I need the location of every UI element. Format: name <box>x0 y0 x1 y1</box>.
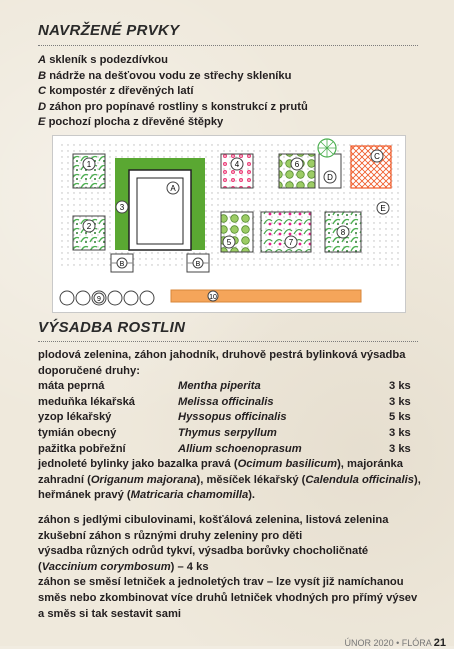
planting-text <box>38 348 421 622</box>
intro-line-1: plodová zelenina, záhon jahodník, druhově pestrá bylinková výsadba <box>38 349 406 361</box>
herb-row: yzop lékařský Hyssopus officinalis 5 ks <box>38 411 411 424</box>
page-number: 21 <box>433 637 446 649</box>
heading-rule <box>38 45 418 46</box>
svg-text:9: 9 <box>97 296 101 303</box>
legend-item-e: E pochozí plocha z dřevěné štěpky <box>38 116 224 128</box>
svg-text:5: 5 <box>226 238 232 247</box>
bed-9 <box>60 291 154 305</box>
svg-text:3: 3 <box>119 203 125 212</box>
garden-plan <box>52 135 406 313</box>
section-heading-planting: VÝSADBA ROSTLIN <box>38 319 186 336</box>
para3-line-1: záhon se směsí letniček a jednoletých trav – lze vysít již namíchanou <box>38 576 404 589</box>
svg-text:4: 4 <box>234 160 240 169</box>
garden-plan-drawing <box>53 136 405 312</box>
legend-item-d: D záhon pro popínavé rostliny s konstrukcí z prutů <box>38 100 308 113</box>
para2-line-1: záhon s jedlými cibulovinami, košťálová zelenina, listová zelenina <box>38 513 389 526</box>
herb-row: meduňka lékařská Melissa officinalis 3 ks <box>38 395 411 408</box>
svg-text:8: 8 <box>340 228 346 237</box>
para3-line-2: směs nebo zkombinovat více druhů letniček vhodných pro přímý výsev <box>38 591 418 604</box>
herb-row: máta peprná Mentha piperita 3 ks <box>38 380 411 393</box>
svg-text:B: B <box>119 261 125 268</box>
legend-item-c: C kompostér z dřevěných latí <box>38 85 194 97</box>
para3-line-3: a směs si tak sestavit sami <box>38 607 182 620</box>
intro-line-2: doporučené druhy: <box>38 364 140 377</box>
para2-line-2: zkušební záhon s různými druhy zeleniny pro děti <box>38 529 303 542</box>
issue-label: ÚNOR 2020 • FLÓRA <box>344 638 432 648</box>
svg-text:1: 1 <box>86 160 92 169</box>
legend-item-b: B nádrže na dešťovou vodu ze střechy skleníku <box>38 69 292 82</box>
svg-text:B: B <box>195 261 201 268</box>
bed-10 <box>171 290 361 302</box>
svg-text:10: 10 <box>209 294 217 301</box>
heading-rule-2 <box>38 341 418 342</box>
page-footer <box>345 637 446 649</box>
annual-line-2: zahradní (Origanum majorana), měsíček lékařský (Calendula officinalis), <box>38 473 421 486</box>
herb-row: tymián obecný Thymus serpyllum 3 ks <box>38 426 411 439</box>
herb-row: pažitka pobřežní Allium schoenoprasum 3 ks <box>38 442 411 455</box>
legend-list <box>38 53 308 131</box>
legend-item-a: A skleník s podezdívkou <box>38 54 168 66</box>
svg-text:7: 7 <box>288 238 294 247</box>
svg-text:2: 2 <box>86 222 92 231</box>
para2-line-4: (Vaccinium corymbosum) – 4 ks <box>38 560 209 573</box>
tree-symbol <box>318 139 336 157</box>
svg-text:6: 6 <box>294 160 300 169</box>
svg-text:E: E <box>380 204 386 213</box>
annual-line-3: heřmánek pravý (Matricaria chamomilla). <box>38 489 256 502</box>
compost-c <box>351 146 391 188</box>
svg-text:C: C <box>374 152 380 161</box>
section-heading-elements: NAVRŽENÉ PRVKY <box>38 22 180 39</box>
svg-text:D: D <box>327 173 333 182</box>
para2-line-3: výsadba různých odrůd tykví, výsadba borůvky chocholičnaté <box>38 545 369 558</box>
greenhouse-a <box>129 170 191 250</box>
svg-text:A: A <box>170 184 176 193</box>
annual-line-1: jednoleté bylinky jako bazalka pravá (Ocimum basilicum), majoránka <box>38 458 403 471</box>
